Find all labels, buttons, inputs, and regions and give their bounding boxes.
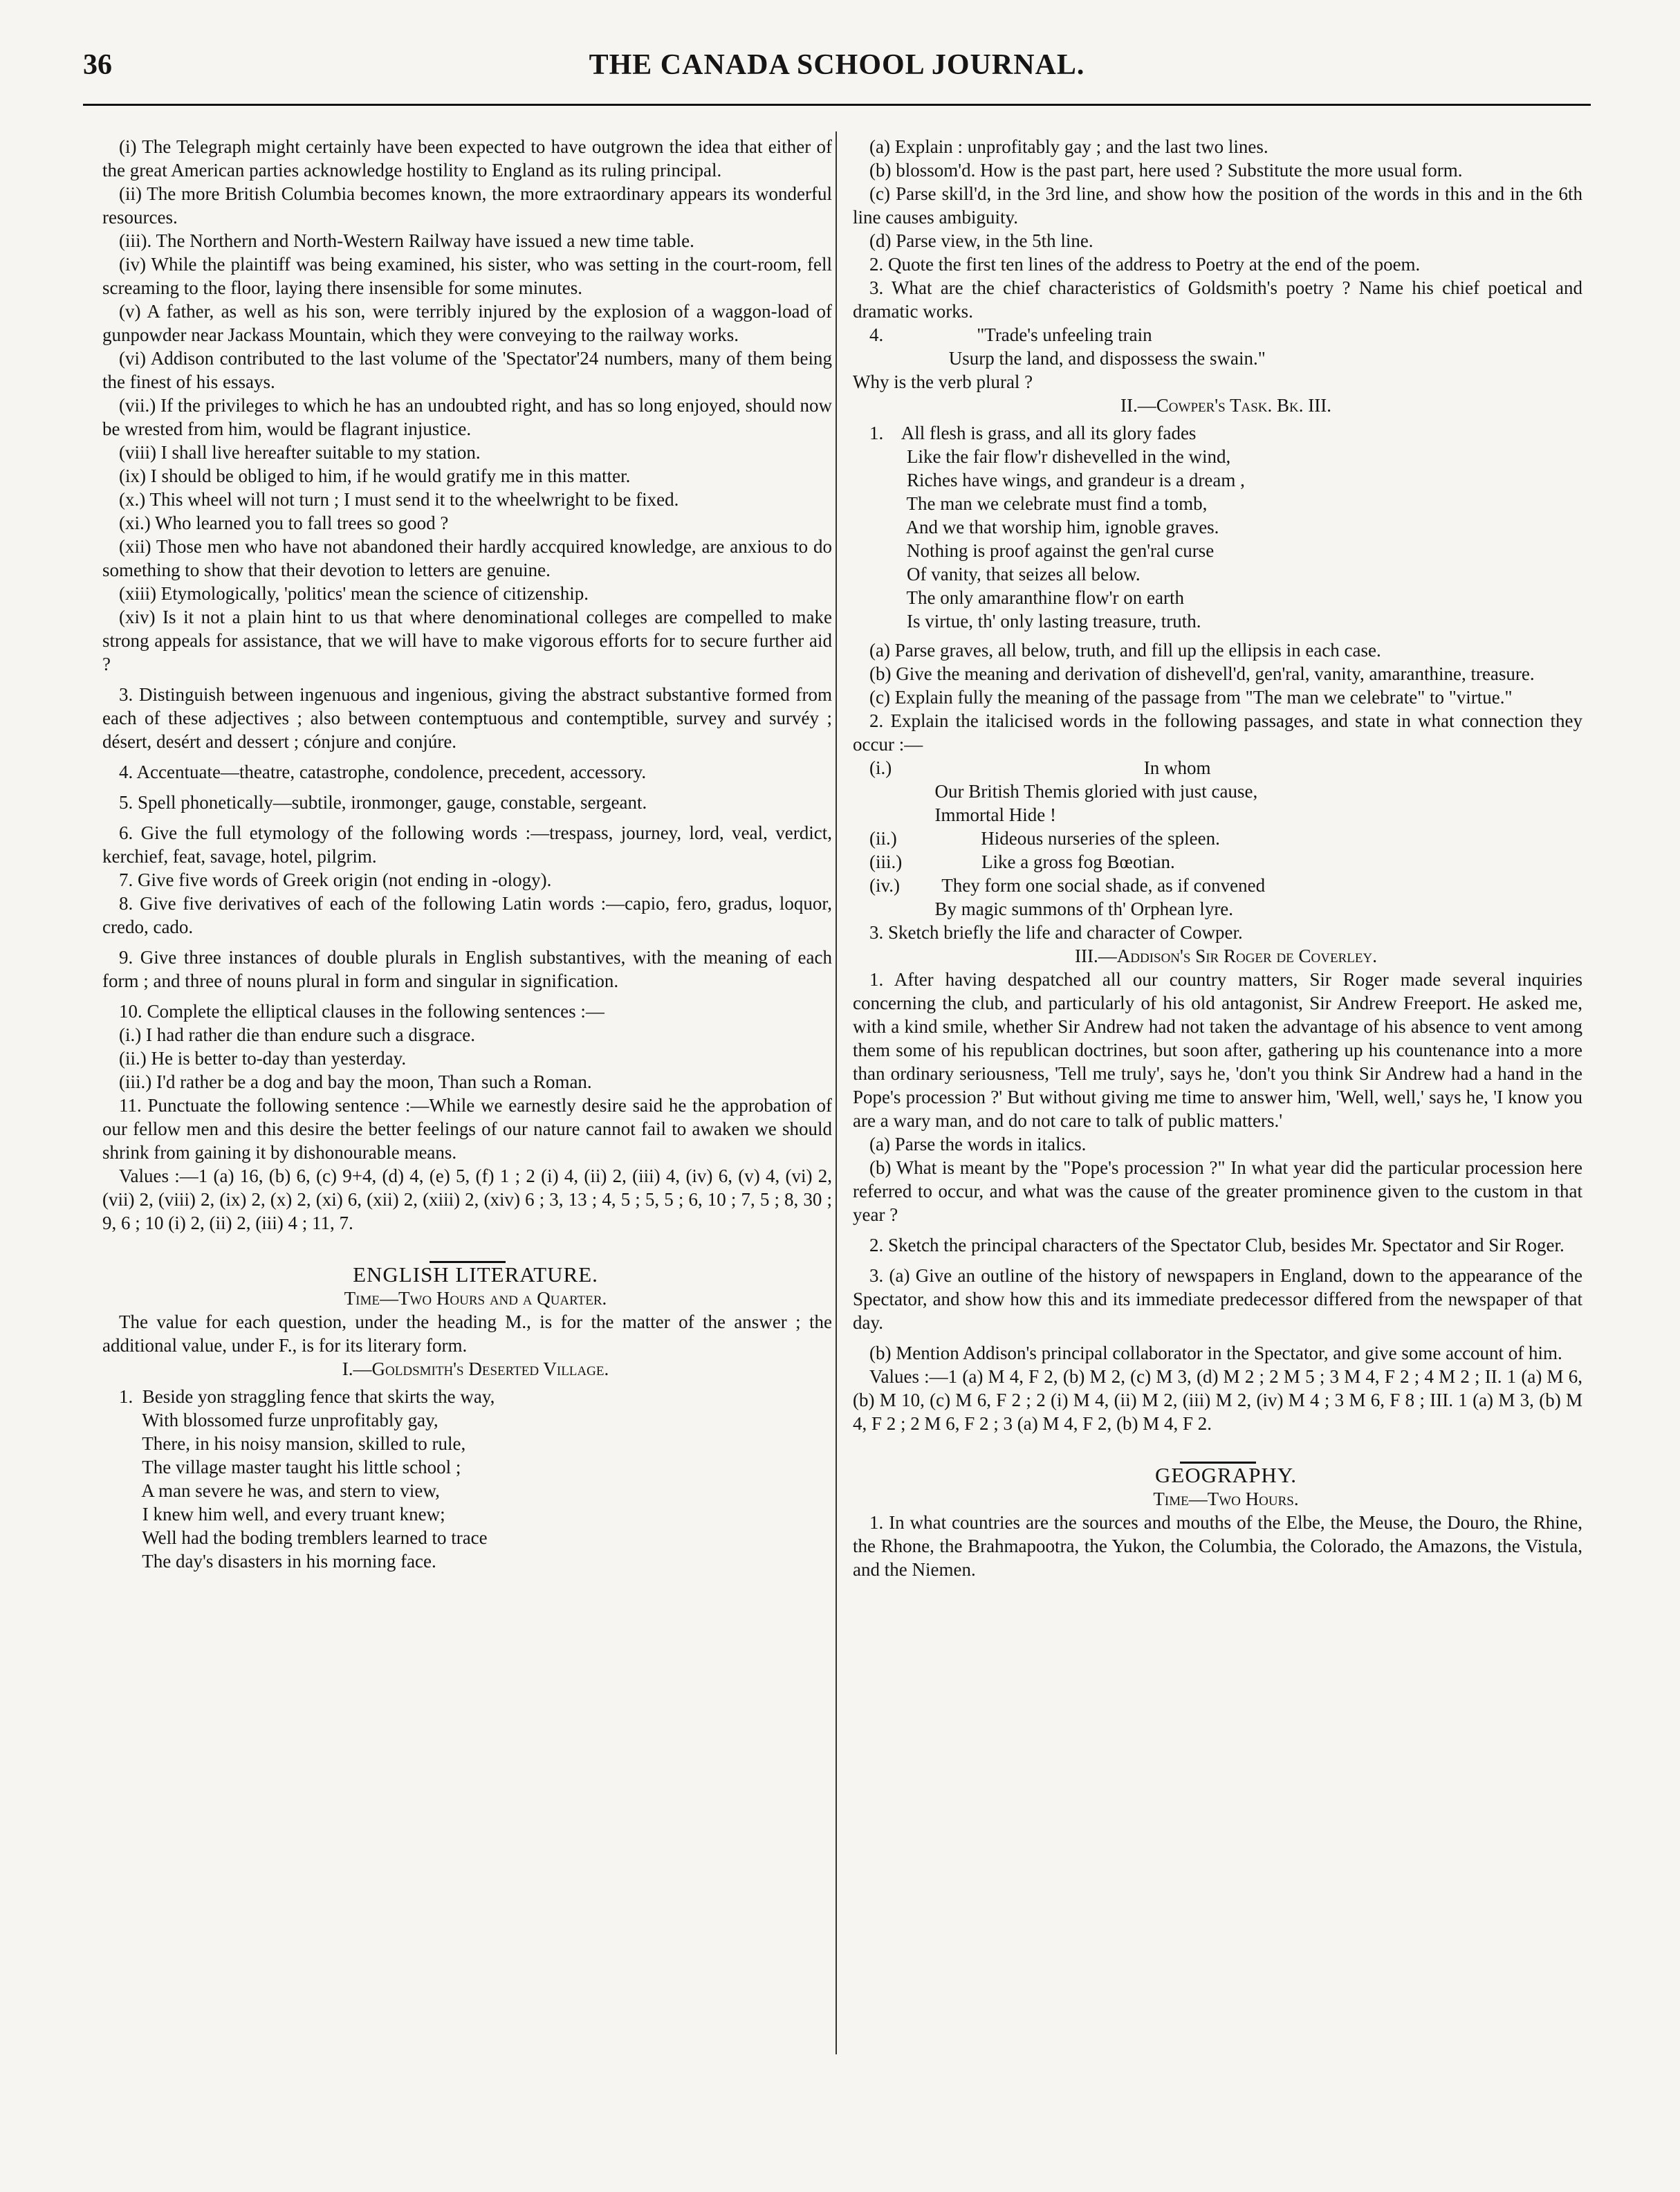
cowper-q1b: (b) Give the meaning and derivation of dishevell'd, gen'ral, vanity, amaranthine, treasure.	[869, 663, 1535, 684]
addison-q1: 1. After having despatched all our country matters, Sir Roger made several inquiries concerning the club, and particularly of his old antagonist, Sir Andrew Freeport. He asked me, with a kind smile, whether Sir Andrew had not taken the advantage of his absence to vent among them some of his republican doctrines, but soon after, gathering up his countenance into a more than ordinary seriousness, 'Tell me truly', says he, 'don't you think Sir Andrew had a hand in the Pope's procession ?' But without giving me time to answer him, 'Well, well,' says he, 'I know you are a wary man, and do not care to talk of public matters.'	[853, 969, 1582, 1131]
journal-title: THE CANADA SCHOOL JOURNAL.	[589, 49, 1085, 81]
goldsmith-q4-quote	[853, 323, 1582, 370]
cowper-heading: II.—Cowper's Task. Bk. III.	[1120, 395, 1331, 416]
poem-line: 1. All flesh is grass, and all its glory fades	[869, 423, 1197, 443]
poem-line: The day's disasters in his morning face.	[119, 1551, 436, 1572]
question-6: 6. Give the full etymology of the following words :—trespass, journey, lord, veal, verdict, kerchief, feat, savage, hotel, pilgrim.	[102, 822, 832, 867]
addison-q3b: (b) Mention Addison's principal collaborator in the Spectator, and give some account of him.	[869, 1343, 1562, 1363]
geography-time: Time—Two Hours.	[1153, 1489, 1299, 1509]
quote-line: 4. "Trade's unfeeling train	[869, 324, 1152, 345]
cowper-q2: 2. Explain the italicised words in the following passages, and state in what connection they occur :—	[853, 710, 1582, 755]
poem-line: Is virtue, th' only lasting treasure, truth.	[869, 611, 1201, 632]
english-literature-heading: ENGLISH LITERATURE.	[353, 1262, 598, 1287]
geography-heading: GEOGRAPHY.	[1155, 1463, 1297, 1487]
sentence-iv: (iv) While the plaintiff was being examined, his sister, who was setting in the court-room, fell screaming to the floor, laying there insensible for some minutes.	[102, 254, 832, 298]
english-literature-time: Time—Two Hours and a Quarter.	[344, 1288, 607, 1309]
sentence-xii: (xii) Those men who have not abandoned their hardly accquired knowledge, are anxious to do something to show that their devotion to letters are genuine.	[102, 536, 832, 580]
cowper-poem	[853, 421, 1582, 633]
right-column	[853, 135, 1582, 1581]
question-11: 11. Punctuate the following sentence :—While we earnestly desire said he the approbation of our fellow men and this desire the better feelings of our nature cannot fail to awaken we should shrink from gaining it by dishonourable means.	[102, 1095, 832, 1163]
goldsmith-q1b: (b) blossom'd. How is the past part, here used ? Substitute the more usual form.	[869, 160, 1463, 181]
poem-line: The village master taught his little school ;	[119, 1457, 461, 1477]
poem-line: Of vanity, that seizes all below.	[869, 564, 1141, 584]
poem-line: 1. Beside yon straggling fence that skirts the way,	[119, 1386, 495, 1407]
cowper-passages	[853, 756, 1582, 921]
clause-iii: (iii.) I'd rather be a dog and bay the moon, Than such a Roman.	[119, 1071, 592, 1092]
sentence-iii: (iii). The Northern and North-Western Railway have issued a new time table.	[119, 230, 694, 251]
question-7: 7. Give five words of Greek origin (not ending in -ology).	[119, 869, 552, 890]
passage-line: (iii.) Like a gross fog Bœotian.	[869, 851, 1175, 872]
sentence-vi: (vi) Addison contributed to the last volume of the 'Spectator'24 numbers, many of them being the finest of his essays.	[102, 348, 832, 392]
poem-line: The man we celebrate must find a tomb,	[869, 493, 1208, 514]
question-9: 9. Give three instances of double plurals in English substantives, with the meaning of each form ; and three of nouns plural in form and singular in signification.	[102, 947, 832, 991]
passage-line: Our British Themis gloried with just cause,	[869, 781, 1258, 802]
cowper-q1c: (c) Explain fully the meaning of the passage from "The man we celebrate" to "virtue."	[869, 687, 1513, 708]
poem-line: A man severe he was, and stern to view,	[119, 1480, 440, 1501]
sentence-i: (i) The Telegraph might certainly have been expected to have outgrown the idea that either of the great American parties acknowledge hostility to England as its ruling principal.	[102, 136, 832, 181]
clause-ii: (ii.) He is better to-day than yesterday.	[119, 1048, 407, 1069]
addison-q3a: 3. (a) Give an outline of the history of newspapers in England, down to the appearance of the Spectator, and show how this and its immediate predecessor differed from the newspaper of that day.	[853, 1265, 1582, 1333]
page-header	[83, 42, 1591, 97]
values-grammar: Values :—1 (a) 16, (b) 6, (c) 9+4, (d) 4, (e) 5, (f) 1 ; 2 (i) 4, (ii) 2, (iii) 4, (iv) 6, (v) 4, (vi) 2, (vii) 2, (viii) 2, (ix) 2, (x) 2, (xi) 6, (xii) 2, (xiii) 2, (xiv) 6 ; 3, 13 ; 4, 5 ; 5, 5 ; 6, 10 ; 7, 5 ; 8, 30 ; 9, 6 ; 10 (i) 2, (ii) 2, (iii) 4 ; 11, 7.	[102, 1166, 832, 1233]
sentence-ii: (ii) The more British Columbia becomes known, the more extraordinary appears its wonderful resources.	[102, 183, 832, 228]
poem-line: Like the fair flow'r dishevelled in the wind,	[869, 446, 1231, 467]
goldsmith-q1c: (c) Parse skill'd, in the 3rd line, and show how the position of the words in this and in the 6th line causes ambiguity.	[853, 183, 1582, 228]
addison-q1b: (b) What is meant by the "Pope's procession ?" In what year did the particular procession here referred to occur, and what was the cause of the greater prominence given to the custom in that year ?	[853, 1157, 1582, 1225]
poem-line: Riches have wings, and grandeur is a dream ,	[869, 470, 1245, 490]
addison-q2: 2. Sketch the principal characters of the Spectator Club, besides Mr. Spectator and Sir Roger.	[869, 1235, 1564, 1255]
quote-line: Usurp the land, and dispossess the swain."	[869, 348, 1266, 369]
goldsmith-q1a: (a) Explain : unprofitably gay ; and the last two lines.	[869, 136, 1268, 157]
sentence-ix: (ix) I should be obliged to him, if he would gratify me in this matter.	[119, 466, 631, 486]
sentence-xiii: (xiii) Etymologically, 'politics' mean the science of citizenship.	[119, 583, 589, 604]
sentence-xi: (xi.) Who learned you to fall trees so good ?	[119, 513, 449, 533]
addison-q1a: (a) Parse the words in italics.	[869, 1134, 1087, 1154]
poem-line: Well had the boding tremblers learned to trace	[119, 1527, 488, 1548]
sentence-vii: (vii.) If the privileges to which he has an undoubted right, and has so long enjoyed, should now be wrested from him, would be flagrant injustice.	[102, 395, 832, 439]
goldsmith-q1d: (d) Parse view, in the 5th line.	[869, 230, 1093, 251]
question-8: 8. Give five derivatives of each of the following Latin words :—capio, fero, gradus, loquor, credo, cado.	[102, 893, 832, 937]
question-4: 4. Accentuate—theatre, catastrophe, condolence, precedent, accessory.	[119, 762, 647, 782]
goldsmith-poem	[102, 1385, 832, 1573]
goldsmith-q2: 2. Quote the first ten lines of the address to Poetry at the end of the poem.	[869, 254, 1421, 275]
clause-i: (i.) I had rather die than endure such a disgrace.	[119, 1024, 476, 1045]
left-column	[102, 135, 832, 1578]
passage-line: (ii.) Hideous nurseries of the spleen.	[869, 828, 1220, 849]
sentence-v: (v) A father, as well as his son, were terribly injured by the explosion of a waggon-load of gunpowder near Jackass Mountain, which they were conveying to the railway works.	[102, 301, 832, 345]
goldsmith-q4-question: Why is the verb plural ?	[853, 371, 1033, 392]
question-10: 10. Complete the elliptical clauses in the following sentences :—	[119, 1001, 604, 1022]
header-rule	[83, 104, 1591, 106]
poem-line: The only amaranthine flow'r on earth	[869, 587, 1184, 608]
sentence-viii: (viii) I shall live hereafter suitable to my station.	[119, 442, 481, 463]
passage-line: By magic summons of th' Orphean lyre.	[869, 899, 1234, 919]
page-number: 36	[83, 49, 112, 81]
goldsmith-heading: I.—Goldsmith's Deserted Village.	[342, 1359, 609, 1379]
passage-line: Immortal Hide !	[869, 804, 1056, 825]
poem-line: Nothing is proof against the gen'ral curse	[869, 540, 1215, 561]
poem-line: With blossomed furze unprofitably gay,	[119, 1410, 439, 1430]
poem-line: There, in his noisy mansion, skilled to rule,	[119, 1433, 466, 1454]
poem-line: And we that worship him, ignoble graves.	[869, 517, 1219, 537]
addison-heading: III.—Addison's Sir Roger de Coverley.	[1075, 946, 1377, 966]
passage-line: (iv.) They form one social shade, as if convened	[869, 875, 1266, 896]
goldsmith-q3: 3. What are the chief characteristics of Goldsmith's poetry ? Name his chief poetical and dramatic works.	[853, 277, 1582, 322]
passage-line: (i.) In whom	[869, 757, 1211, 778]
column-divider	[836, 131, 837, 2054]
sentence-x: (x.) This wheel will not turn ; I must send it to the wheelwright to be fixed.	[119, 489, 679, 510]
cowper-q3: 3. Sketch briefly the life and character of Cowper.	[869, 922, 1243, 943]
poem-line: I knew him well, and every truant knew;	[119, 1504, 445, 1525]
geography-q1: 1. In what countries are the sources and mouths of the Elbe, the Meuse, the Douro, the Rhine, the Rhone, the Brahmapootra, the Yukon, the Columbia, the Colorado, the Amazons, the Vistula, and the Niemen.	[853, 1512, 1582, 1580]
cowper-q1a: (a) Parse graves, all below, truth, and fill up the ellipsis in each case.	[869, 640, 1381, 661]
question-5: 5. Spell phonetically—subtile, ironmonger, gauge, constable, sergeant.	[119, 792, 647, 813]
english-literature-intro: The value for each question, under the heading M., is for the matter of the answer ; the additional value, under F., is for its literary form.	[102, 1311, 832, 1356]
values-literature: Values :—1 (a) M 4, F 2, (b) M 2, (c) M 3, (d) M 2 ; 2 M 5 ; 3 M 4, F 2 ; 4 M 2 ; II. 1 (a) M 6, (b) M 10, (c) M 6, F 2 ; 2 (i) M 4, (ii) M 2, (iii) M 2, (iv) M 4 ; 3 M 6, F 8 ; III. 1 (a) M 3, (b) M 4, F 2 ; 2 M 6, F 2 ; 3 (a) M 4, F 2, (b) M 4, F 2.	[853, 1366, 1582, 1434]
sentence-xiv: (xiv) Is it not a plain hint to us that where denominational colleges are compelled to make strong appeals for assistance, that we will have to make vigorous efforts for to secure further aid ?	[102, 607, 832, 674]
question-3: 3. Distinguish between ingenuous and ingenious, giving the abstract substantive formed from each of these adjectives ; also between contemptuous and contemptible, survey and survéy ; désert, desért and dessert ; cónjure and conjúre.	[102, 684, 832, 752]
